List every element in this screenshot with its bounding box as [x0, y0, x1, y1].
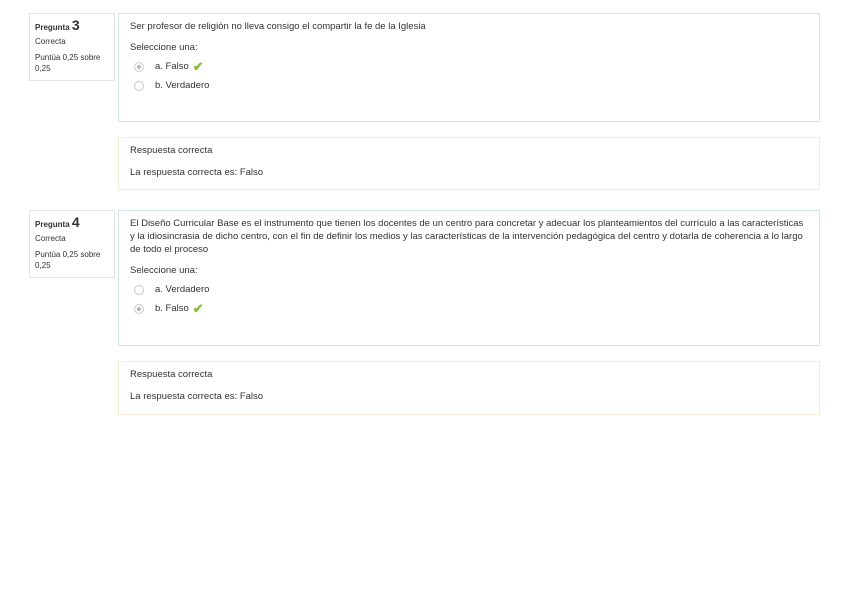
question-state: Correcta — [35, 234, 66, 243]
select-prompt: Seleccione una: — [130, 42, 198, 53]
question-info-4 — [29, 210, 115, 278]
answer-option-a[interactable] — [130, 280, 808, 299]
radio-button[interactable] — [134, 285, 144, 295]
question-state: Correcta — [35, 37, 66, 46]
question-number: Pregunta 4 — [35, 214, 80, 230]
question-formulation-4 — [118, 210, 820, 346]
question-number: Pregunta 3 — [35, 17, 80, 33]
question-text: Ser profesor de religión no lleva consigo el compartir la fe de la Iglesia — [130, 21, 426, 32]
question-info-3 — [29, 13, 115, 81]
check-icon: ✔ — [192, 59, 204, 74]
right-answer-text: La respuesta correcta es: Falso — [130, 167, 264, 178]
question-formulation-3 — [118, 13, 820, 122]
question-text: El Diseño Curricular Base es el instrumento que tienen los docentes de un centro para concretar y adecuar los planteamientos del currículo a las características y la idiosincrasia de dicho centro, con el fin de definir los medios y las características de la intervención pedagógica del centro y dotarla de coherencia a lo largo de todo el proceso — [130, 218, 804, 255]
answer-option-b[interactable] — [130, 76, 808, 95]
answer-option-b[interactable] — [130, 299, 808, 318]
question-outcome-4 — [118, 361, 820, 415]
right-answer-text: La respuesta correcta es: Falso — [130, 391, 264, 402]
answer-label: b. Verdadero — [155, 80, 210, 91]
check-icon: ✔ — [192, 301, 204, 316]
answer-label: a. Verdadero — [155, 284, 210, 295]
question-grade: Puntúa 0,25 sobre 0,25 — [35, 53, 101, 73]
question-grade: Puntúa 0,25 sobre 0,25 — [35, 250, 101, 270]
question-outcome-3 — [118, 137, 820, 190]
radio-button[interactable] — [134, 81, 144, 91]
answer-label: b. Falso — [155, 303, 189, 314]
radio-button[interactable] — [134, 304, 144, 314]
answer-label: a. Falso — [155, 61, 189, 72]
radio-button[interactable] — [134, 62, 144, 72]
answer-option-a[interactable] — [130, 57, 808, 76]
select-prompt: Seleccione una: — [130, 265, 198, 276]
feedback-text: Respuesta correcta — [130, 369, 213, 380]
feedback-text: Respuesta correcta — [130, 145, 213, 156]
